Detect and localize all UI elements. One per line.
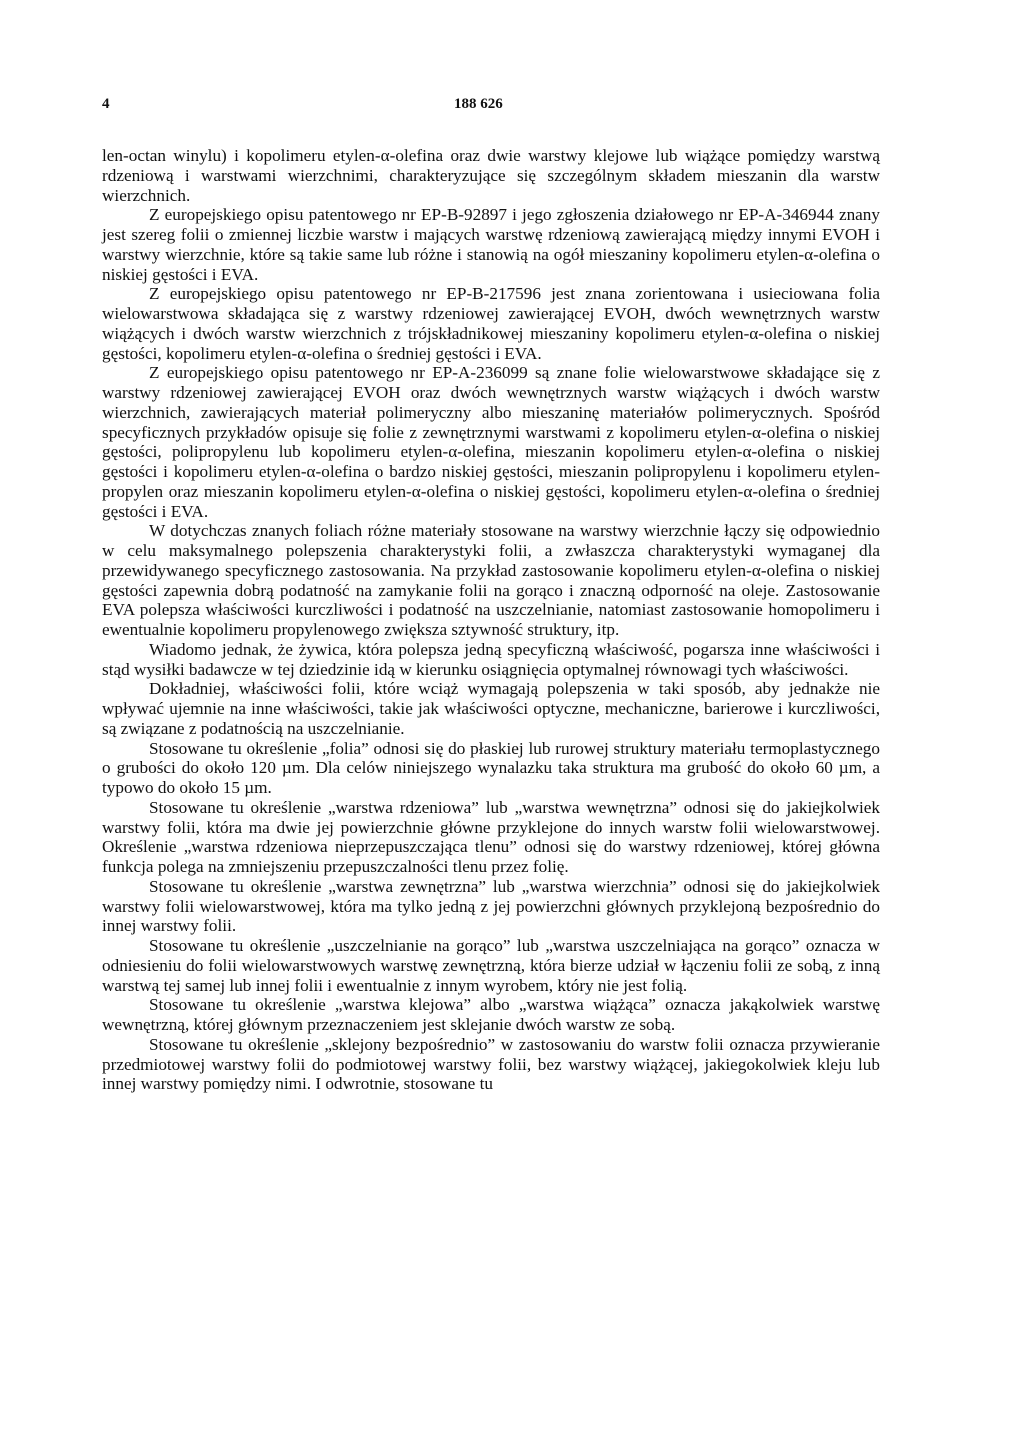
paragraph: Stosowane tu określenie „uszczelnianie na gorąco” lub „warstwa uszczelniająca na gorąco” oznacza w odniesieniu do folii wielowarstwowych warstwę zewnętrzną, która bierze udział w łączeniu folii ze sobą, z inną warstwą tej samej lub innej folii i ewentualnie z innym wyrobem, który nie jest folią. [102,936,880,995]
paragraph: Stosowane tu określenie „warstwa klejowa” albo „warstwa wiążąca” oznacza jakąkolwiek warstwę wewnętrzną, której głównym przeznaczeniem jest sklejanie dwóch warstw ze sobą. [102,995,880,1034]
paragraph: Stosowane tu określenie „warstwa zewnętrzna” lub „warstwa wierzchnia” odnosi się do jakiejkolwiek warstwy folii wielowarstwowej, która ma tylko jedną z jej powierzchni głównych przyklejoną bezpośrednio do innej warstwy folii. [102,876,880,936]
paragraph: Stosowane tu określenie „folia” odnosi się do płaskiej lub rurowej struktury materiału termoplastycznego o grubości do około 120 µm. Dla celów niniejszego wynalazku taka struktura ma grubość do około 60 µm, a typowo do około 15 µm. [102,738,880,797]
paragraph: W dotychczas znanych foliach różne materiały stosowane na warstwy wierzchnie łączy się odpowiednio w celu maksymalnego polepszenia charakterystyki folii, a zwłaszcza charakterystyki wymaganej dla przewidywanego specyficznego zastosowania. Na przykład zastosowanie kopolimeru etylen-α-olefina o niskiej gęstości zapewnia dobrą podatność na zamykanie folii na gorąco i znaczną odporność na oleje. Zastosowanie EVA polepsza właściwości kurczliwości i podatność na uszczelnianie, natomiast zastosowanie homopolimeru i ewentualnie kopolimeru propylenowego zwiększa sztywność struktury, itp. [102,521,880,639]
paragraph: len-octan winylu) i kopolimeru etylen-α-olefina oraz dwie warstwy klejowe lub wiążące pomiędzy warstwą rdzeniową i warstwami wierzchnimi, charakteryzujące się szczególnym składem mieszanin dla warstw wierzchnich. [102,146,880,205]
paragraph: Wiadomo jednak, że żywica, która polepsza jedną specyficzną właściwość, pogarsza inne właściwości i stąd wysiłki badawcze w tej dziedzinie idą w kierunku osiągnięcia optymalnej równowagi tych właściwości. [102,639,880,679]
page-number: 4 [102,96,110,112]
paragraph: Z europejskiego opisu patentowego nr EP-B-217596 jest znana zorientowana i usieciowana folia wielowarstwowa składająca się z warstwy rdzeniowej zawierającej EVOH, dwóch wewnętrznych warstw wiążących i dwóch warstw wierzchnich z trójskładnikowej mieszaniny kopolimeru etylen-α-olefina o niskiej gęstości, kopolimeru etylen-α-olefina o średniej gęstości i EVA. [102,284,880,363]
paragraph: Z europejskiego opisu patentowego nr EP-A-236099 są znane folie wielowarstwowe składające się z warstwy rdzeniowej zawierającej EVOH oraz dwóch wewnętrznych warstw wiążących i dwóch warstw wierzchnich, zawierających materiał polimeryczny albo mieszaninę materiałów polimerycznych. Spośród specyficznych przykładów opisuje się folie z zewnętrznymi warstwami z kopolimeru etylen-α-olefina o niskiej gęstości, polipropylenu lub kopolimeru etylen-α-olefina, mieszanin kopolimeru etylen-α-olefina o niskiej gęstości i kopolimeru etylen-α-olefina o bardzo niskiej gęstości, mieszanin polipropylenu i kopolimeru etylen-propylen oraz mieszanin kopolimeru etylen-α-olefina o niskiej gęstości, kopolimeru etylen-α-olefina o średniej gęstości i EVA. [102,363,880,521]
patent-number: 188 626 [454,96,503,112]
body-text [102,146,880,1094]
paragraph: Stosowane tu określenie „warstwa rdzeniowa” lub „warstwa wewnętrzna” odnosi się do jakiejkolwiek warstwy folii, która ma dwie jej powierzchnie główne przyklejone do innych warstw folii wielowarstwowej. Określenie „warstwa rdzeniowa nieprzepuszczająca tlenu” odnosi się do warstwy rdzeniowej, której główna funkcja polega na zmniejszeniu przepuszczalności tlenu przez folię. [102,797,880,876]
paragraph: Stosowane tu określenie „sklejony bezpośrednio” w zastosowaniu do warstw folii oznacza przywieranie przedmiotowej warstwy folii do podmiotowej warstwy folii, bez warstwy wiążącej, jakiegokolwiek kleju lub innej warstwy pomiędzy nimi. I odwrotnie, stosowane tu [102,1034,880,1094]
paragraph: Z europejskiego opisu patentowego nr EP-B-92897 i jego zgłoszenia działowego nr EP-A-346944 znany jest szereg folii o zmiennej liczbie warstw i mających warstwę rdzeniową zawierającą między innymi EVOH i warstwy wierzchnie, które są takie same lub różne i stanowią na ogół mieszaniny kopolimeru etylen-α-olefina o niskiej gęstości i EVA. [102,205,880,284]
page-header [102,96,882,118]
paragraph: Dokładniej, właściwości folii, które wciąż wymagają polepszenia w taki sposób, aby jednakże nie wpływać ujemnie na inne właściwości, takie jak właściwości optyczne, mechaniczne, barierowe i kurczliwości, są związane z podatnością na uszczelnianie. [102,679,880,738]
